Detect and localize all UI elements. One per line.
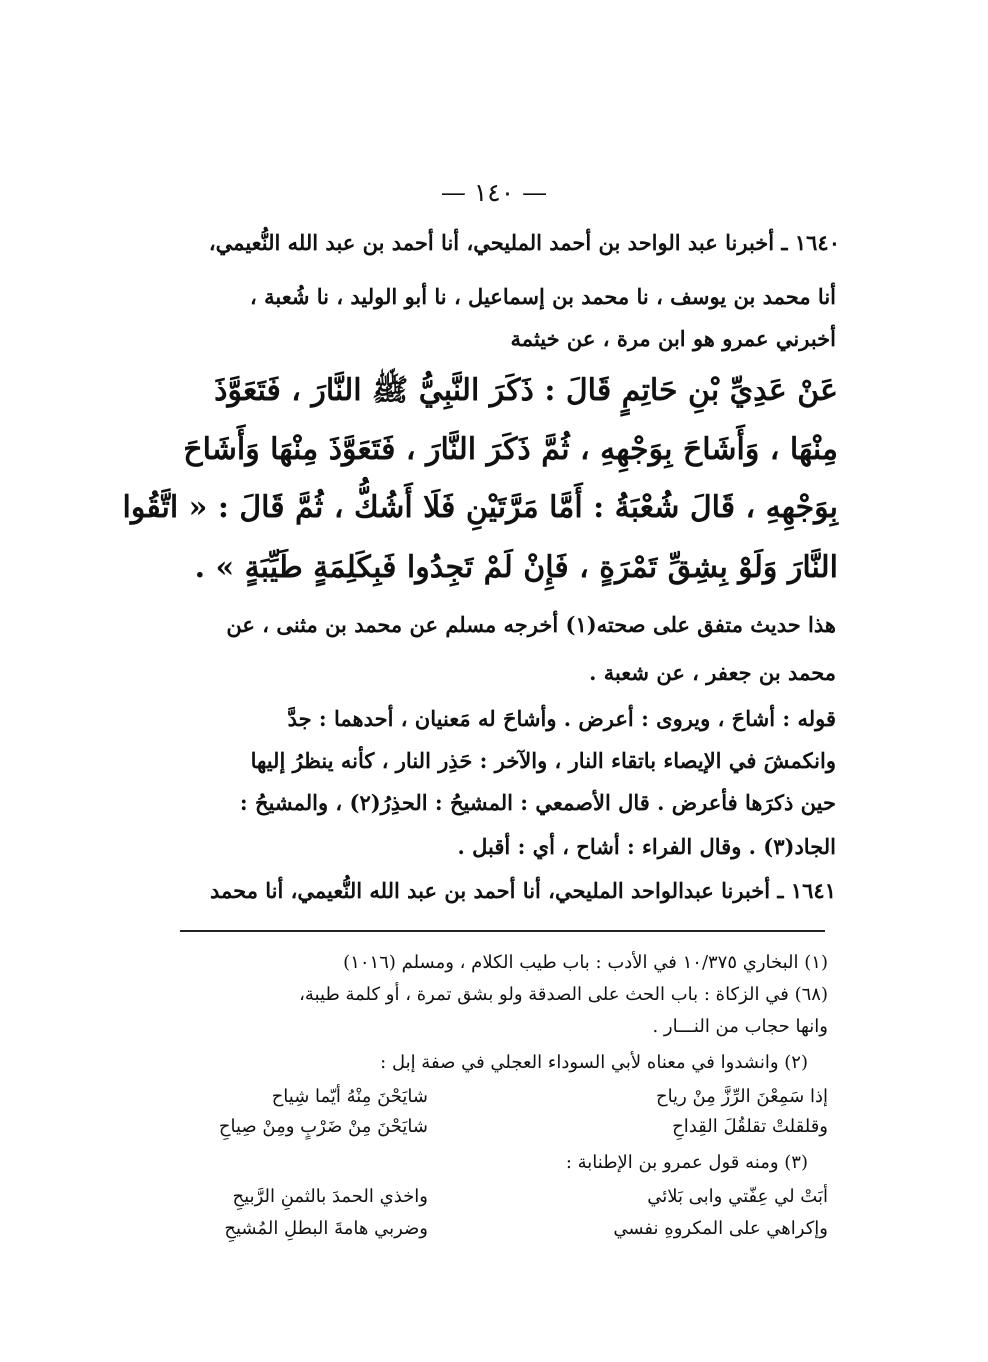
verse-hemistich: شايَحْنَ مِنْ ضَرْبٍ ومِنْ صِياحِ xyxy=(218,1116,428,1137)
page-number: — ١٤٠ — xyxy=(440,178,548,207)
text-line: حين ذكرَها فأعرض . قال الأصمعي : المشيحُ : الحذِرُ(٢) ، والمشيحُ : xyxy=(239,790,836,815)
verse-hemistich: وقلقلتْ تقلقُلَ القِداحِ xyxy=(672,1116,828,1137)
verse-hemistich: شايَحْنَ مِنْهُ أيّما شِياح xyxy=(271,1086,428,1107)
hadith-line: عَنْ عَدِيِّ بْنِ حَاتِمٍ قَالَ : ذَكَرَ النَّبِيُّ ﷺ النَّارَ ، فَتَعَوَّذَ xyxy=(214,373,838,408)
text-line: الجاد(٣) . وقال الفراء : أشاح ، أي : أقبل . xyxy=(457,834,836,859)
hadith-line: بِوَجْهِهِ ، قَالَ شُعْبَةُ : أَمَّا مَرَّتَيْنِ فَلَا أَشُكُّ ، ثُمَّ قَالَ : « اتَّقُوا xyxy=(122,490,838,525)
text-line: محمد بن جعفر ، عن شعبة . xyxy=(589,660,836,685)
footnote-line: (٦٨) في الزكاة : باب الحث على الصدقة ولو بشق تمرة ، أو كلمة طيبة، xyxy=(299,984,828,1005)
verse-hemistich: وضربي هامةَ البطلِ المُشيحِ xyxy=(224,1218,428,1239)
footnote-line: (١) البخاري ١٠/٣٧٥ في الأدب : باب طيب الكلام ، ومسلم (١٠١٦) xyxy=(343,952,828,973)
text-line: قوله : أشاحَ ، ويروى : أعرض . وأشاحَ له مَعنيان ، أحدهما : جدَّ xyxy=(287,706,836,731)
footnote-divider xyxy=(180,930,825,932)
text-line: أنا محمد بن يوسف ، نا محمد بن إسماعيل ، نا أبو الوليد ، نا شُعبة ، xyxy=(250,284,836,309)
footnote-line: (٢) وانشدوا في معناه لأبي السوداء العجلي في صفة إبل : xyxy=(380,1052,808,1073)
footnote-line: وانها حجاب من النـــار . xyxy=(652,1016,828,1037)
hadith-line: النَّارَ وَلَوْ بِشِقِّ تَمْرَةٍ ، فَإِنْ لَمْ تَجِدُوا فَبِكَلِمَةٍ طَيِّبَةٍ » . xyxy=(194,550,838,585)
verse-hemistich: وإكراهي على المكروهِ نفسي xyxy=(613,1218,828,1239)
text-line: هذا حديث متفق على صحته(١) أخرجه مسلم عن محمد بن مثنى ، عن xyxy=(226,612,836,637)
hadith-1641-header: ١٦٤١ ـ أخبرنا عبدالواحد المليحي، أنا أحمد بن عبد الله النُّعيمي، أنا محمد xyxy=(209,878,836,903)
verse-hemistich: واخذي الحمدَ بالثمنِ الرَّبيحِ xyxy=(232,1186,428,1207)
hadith-line: مِنْهَا ، وَأَشَاحَ بِوَجْهِهِ ، ثُمَّ ذَكَرَ النَّارَ ، فَتَعَوَّذَ مِنْهَا وَأَشَاحَ xyxy=(183,432,838,467)
verse-hemistich: أبَتْ لي عِفّتي وابى بَلائي xyxy=(647,1186,828,1207)
text-line: ١٦٤٠ ـ أخبرنا عبد الواحد بن أحمد المليحي، أنا أحمد بن عبد الله النُّعيمي، xyxy=(208,230,840,255)
verse-hemistich: إذا سَمِعْنَ الرِّزَّ مِنْ رياح xyxy=(655,1086,828,1107)
text-line: أخبرني عمرو هو ابن مرة ، عن خيثمة xyxy=(510,326,836,351)
text-line: وانكمشَ في الإيصاء باتقاء النار ، والآخر : حَذِر النار ، كأنه ينظرُ إليها xyxy=(250,748,836,773)
footnote-line: (٣) ومنه قول عمرو بن الإطنابة : xyxy=(565,1152,808,1173)
